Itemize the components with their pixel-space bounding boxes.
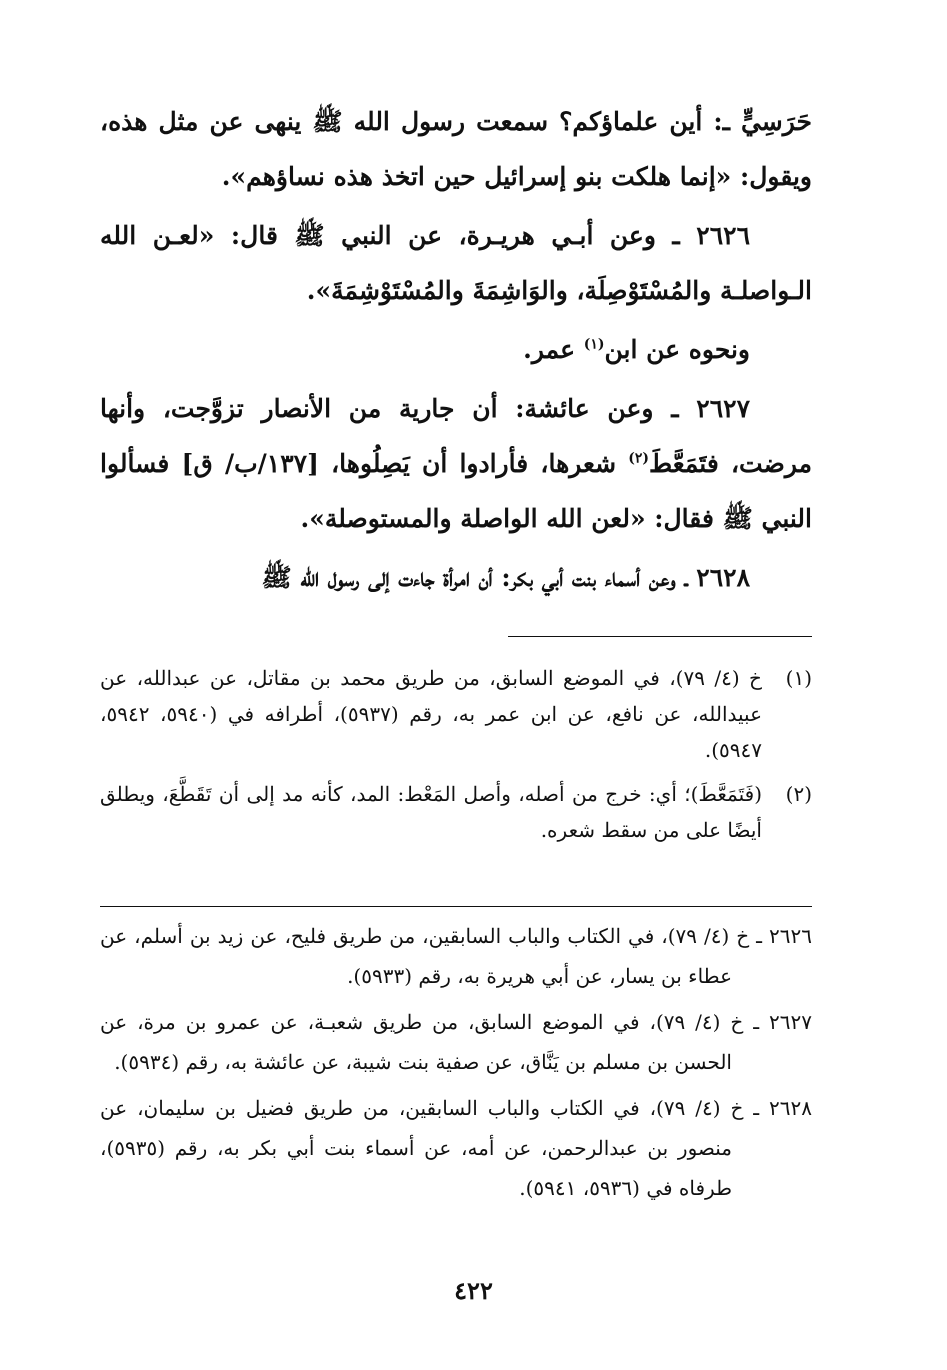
hadith-2628: ٢٦٢٨ ـ وعن أسماء بنت أبي بكر: أن امرأة جاءت إلى رسول الله ﷺ bbox=[261, 563, 750, 592]
paragraph-text: ٢٦٢٧ ـ وعن عائشة: أن جارية من الأنصار تزوَّجت، وأنها مرضت، فتَمَعَّطَ bbox=[100, 394, 813, 478]
main-text bbox=[100, 94, 812, 609]
source-2627: ٢٦٢٧ ـ خ (٤/ ٧٩)، في الموضع السابق، من طريق شعبـة، عن عمرو بن مرة، عن الحسن بن مسلم بن يَنَّاق، عن صفية بنت شيبة، عن عائشة به، رقم (٥٩٣٤). bbox=[100, 1010, 812, 1074]
footnote-2 bbox=[100, 776, 812, 848]
footnote-number: (٢) bbox=[785, 782, 812, 806]
footnote-text: خ (٤/ ٧٩)، في الموضع السابق، من طريق محمد بن مقاتل، عن عبدالله، عن عبيدالله، عن نافع، عن ابن عمر به، رقم (٥٩٣٧)، أطرافه في (٥٩٤٠، ٥٩٤٢، ٥٩٤٧). bbox=[100, 666, 763, 762]
paragraph-text: شعرها، فأرادوا أن يَصِلُوها، [١٣٧/ب/ ق] فسألوا النبي ﷺ فقال: «لعن الله الواصلة والمستوصلة». bbox=[100, 449, 812, 533]
hadith-2627 bbox=[100, 381, 812, 546]
sources-divider bbox=[100, 906, 812, 907]
hadith-2626: ٢٦٢٦ ـ وعن أبـي هريـرة، عن النبي ﷺ قال: «لعـن الله الـواصلـة والمُسْتَوْصِلَة، والوَاشِمَةَ والمُسْتَوْشِمَةَ». bbox=[100, 221, 812, 305]
source-2626: ٢٦٢٦ ـ خ (٤/ ٧٩)، في الكتاب والباب السابقين، من طريق فليح، عن زيد بن أسلم، عن عطاء بن يسار، عن أبي هريرة به، رقم (٥٩٣٣). bbox=[100, 924, 812, 988]
footnote-1 bbox=[100, 660, 812, 768]
hadith-sources bbox=[100, 916, 812, 1214]
hadith-2626-note bbox=[100, 322, 812, 377]
source-2628: ٢٦٢٨ ـ خ (٤/ ٧٩)، في الكتاب والباب السابقين، من طريق فضيل بن سليمان، عن منصور بن عبدالرحمن، عن أمه، عن أسماء بنت أبي بكر به، رقم (٥٩٣٥)، طرفاه في (٥٩٣٦، ٥٩٤١). bbox=[100, 1096, 812, 1200]
paragraph-text: عمر. bbox=[523, 335, 584, 364]
page-number: ٤٢٢ bbox=[454, 1276, 493, 1305]
footnote-divider bbox=[508, 636, 812, 637]
paragraph-text: ونحوه عن ابن bbox=[604, 335, 750, 364]
footnote-ref-1[interactable]: (١) bbox=[583, 336, 605, 353]
footnote-number: (١) bbox=[785, 666, 812, 690]
footnote-ref-2[interactable]: (٢) bbox=[628, 450, 650, 467]
paragraph-continuation: حَرَسِيٍّ ـ: أين علماؤكم؟ سمعت رسول الله ﷺ ينهى عن مثل هذه، ويقول: «إنما هلكت بنو إسرائيل حين اتخذ هذه نساؤهم». bbox=[100, 107, 812, 191]
footnotes bbox=[100, 660, 812, 856]
footnote-text: (فَتَمَعَّطَ)؛ أي: خرج من أصله، وأصل المَعْط: المد، كأنه مد إلى أن تَقَطَّعَ، ويطلق أيضًا على من سقط شعره. bbox=[100, 782, 762, 842]
